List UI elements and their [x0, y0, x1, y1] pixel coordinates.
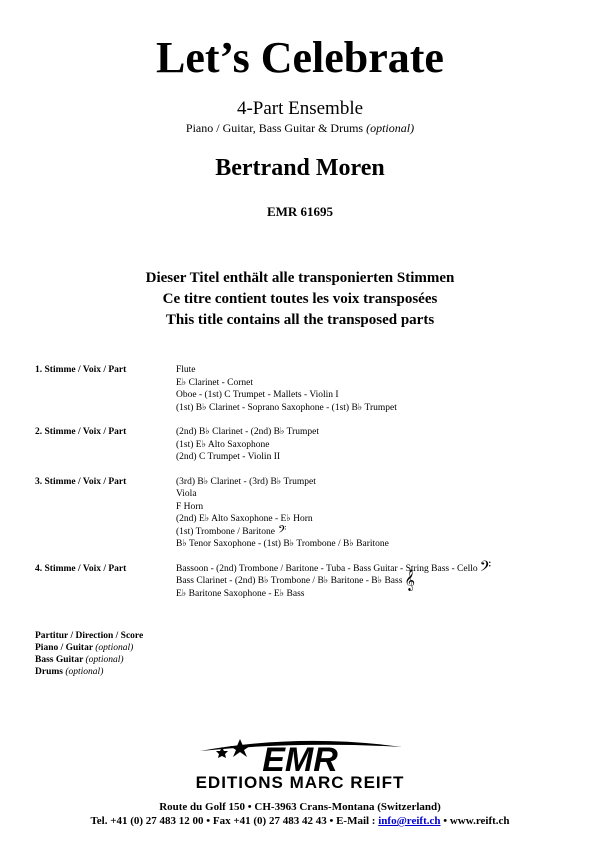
instrumentation-text: Piano / Guitar, Bass Guitar & Drums — [185, 121, 364, 135]
instrumentation — [0, 121, 600, 136]
instrument-line: (1st) B♭ Clarinet - Soprano Saxophone - (1st) B♭ Trumpet — [176, 402, 397, 413]
publisher-address: Route du Golf 150 • CH-3963 Crans-Montana (Switzerland) — [159, 801, 441, 813]
contact-website: • www.reift.ch — [440, 815, 510, 827]
bass-clef-icon: 𝄢 — [277, 522, 287, 538]
piano-guitar-label: Piano / Guitar — [35, 643, 93, 653]
instrument-line: (2nd) B♭ Clarinet - (2nd) B♭ Trumpet — [176, 427, 320, 437]
catalog-code: EMR 61695 — [266, 204, 334, 219]
score-section — [35, 630, 143, 678]
instrument-line: (1st) E♭ Alto Saxophone — [176, 439, 270, 450]
optional-note: (optional) — [85, 655, 124, 665]
instrument-line-with-clef — [176, 557, 492, 578]
treble-clef-icon: 𝄞 — [404, 570, 416, 590]
contact-phone-fax: Tel. +41 (0) 27 483 12 00 • Fax +41 (0) 27 483 42 43 • E-Mail : — [90, 815, 379, 827]
instrument-line: (2nd) C Trumpet - Violin II — [176, 452, 281, 462]
part-group — [35, 364, 491, 414]
instrument-line: E♭ Clarinet - Cornet — [176, 377, 254, 388]
subtitle: 4-Part Ensemble — [236, 98, 364, 119]
composer: Bertrand Moren — [215, 155, 385, 181]
instrument-list — [176, 476, 389, 551]
instrument-line: F Horn — [176, 501, 204, 512]
drums-line — [35, 666, 143, 678]
publisher-contact — [0, 815, 600, 828]
score-label: Partitur / Direction / Score — [35, 631, 144, 641]
instrument-line: (2nd) E♭ Alto Saxophone - E♭ Horn — [176, 514, 313, 524]
part-group — [35, 476, 491, 551]
optional-note: (optional) — [65, 667, 104, 677]
instrument-list — [176, 557, 492, 601]
piano-guitar-line — [35, 642, 143, 654]
bass-clef-icon: 𝄢 — [479, 557, 492, 578]
part-group — [35, 426, 491, 464]
part-label: 1. Stimme / Voix / Part — [35, 365, 127, 375]
logo-star-icon — [230, 739, 250, 757]
part-group — [35, 557, 492, 601]
instrument-line-text: (1st) Trombone / Baritone — [176, 526, 275, 537]
title: Let’s Celebrate — [156, 33, 444, 82]
email-link[interactable]: info@reift.ch — [378, 815, 441, 827]
instrument-line-with-clef — [176, 522, 389, 539]
instrument-line-text: Bassoon - (2nd) Trombone / Baritone - Tuba - Bass Guitar - String Bass - Cello — [176, 563, 478, 574]
instrument-line-with-clef — [176, 570, 491, 590]
instrument-line: (3rd) B♭ Clarinet - (3rd) B♭ Trumpet — [176, 476, 316, 487]
part-label: 3. Stimme / Voix / Part — [35, 476, 127, 487]
bass-guitar-line — [35, 654, 143, 666]
instrument-line: B♭ Tenor Saxophone - (1st) B♭ Trombone / B♭ Baritone — [176, 539, 389, 549]
part-label: 2. Stimme / Voix / Part — [35, 427, 127, 437]
notice-english: This title contains all the transposed parts — [165, 312, 435, 328]
bass-guitar-label: Bass Guitar — [35, 655, 84, 665]
notice-german: Dieser Titel enthält alle transponierten Stimmen — [145, 270, 455, 286]
drums-label: Drums — [35, 667, 63, 677]
instrument-line: Viola — [176, 489, 197, 499]
notice-french: Ce titre contient toutes les voix transposées — [162, 291, 438, 307]
emr-logo — [170, 735, 430, 805]
optional-note: (optional) — [95, 643, 134, 653]
parts-list — [35, 364, 491, 612]
instrument-list — [176, 364, 397, 414]
instrument-line: Flute — [176, 365, 196, 375]
instrument-line: E♭ Baritone Saxophone - E♭ Bass — [176, 588, 305, 599]
transposed-parts-notice — [0, 268, 600, 331]
instrument-list — [176, 426, 319, 464]
publisher-name: EDITIONS MARC REIFT — [195, 773, 405, 792]
part-label: 4. Stimme / Voix / Part — [35, 563, 127, 574]
logo-text: EMR — [262, 741, 338, 779]
instrument-line-text: Bass Clarinet - (2nd) B♭ Trombone / B♭ Baritone - B♭ Bass — [176, 576, 403, 586]
instrumentation-optional: (optional) — [366, 121, 415, 135]
instrument-line: Oboe - (1st) C Trumpet - Mallets - Violin I — [176, 390, 339, 400]
